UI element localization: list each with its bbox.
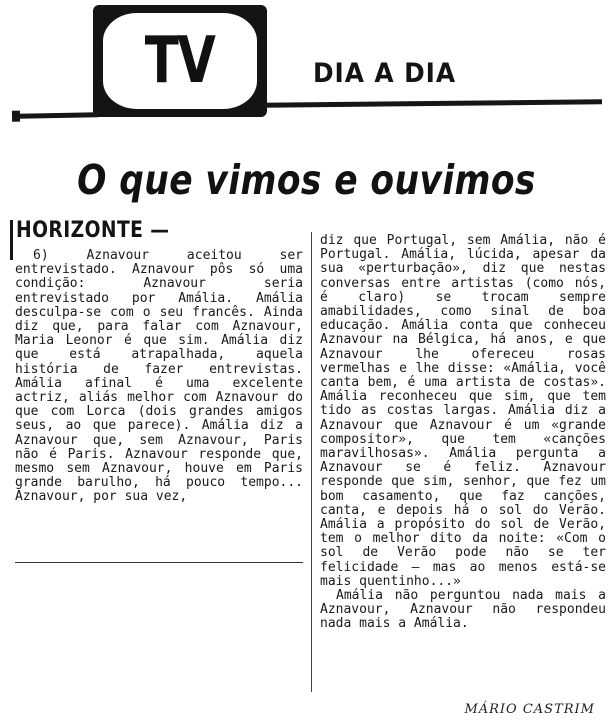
tv-logo-screen (103, 13, 257, 109)
article-paragraph-3: Amália não perguntou nada mais a Aznavour, Aznavour não respondeu nada mais a Amália. (320, 588, 606, 632)
rubric-bar (10, 220, 13, 260)
column-end-rule (15, 562, 303, 563)
article-paragraph-2: diz que Portugal, sem Amália, não é Portugal. Amália, lúcida, apesar da sua «perturbação», diz que nestas conversas entre artistas (como nós, é claro) se trocam sempre amabilidades, como sinal de boa educação. Amália conta que conheceu Aznavour na Bélgica, há anos, e que Aznavour lhe ofereceu rosas vermelhas e lhe disse: «Amália, você canta bem, é uma artista de costas». Amália reconheceu que sim, que tem tido as costas largas. Amália diz a Aznavour que Aznavour é um «grande compositor», que tem «canções maravilhosas». Amália pergunta a Aznavour se é feliz. Aznavour responde que sim, senhor, que fez um bom casamento, que faz canções, canta, e depois há o sol do Verão. Amália a propósito do sol de Verão, tem o melhor dito da noite: «Com o sol de Verão pode não se ter felicidade — mas ao menos está-se mais quentinho...» (320, 233, 606, 589)
header-rule-right (262, 99, 602, 108)
author-byline: MÁRIO CASTRIM (464, 702, 595, 717)
tv-logo-text: TV (145, 24, 215, 98)
article-paragraph-1: 6) Aznavour aceitou ser entrevistado. Aznavour pôs só uma condição: Aznavour seria entrevistado por Amália. Amália desculpa-se com o seu francês. Ainda diz que, para falar com Aznavour, Maria Leonor é que sim. Amália diz que está atrapalhada, aquela história de fazer entrevistas. Amália afinal é uma excelente actriz, aliás melhor com Aznavour do que com Lorca (dois grandes amigos seus, ao que parece). Amália diz a Aznavour que, sem Aznavour, Paris não é Paris. Aznavour responde que, mesmo sem Aznavour, houve em Paris grande barulho, há pouco tempo... Aznavour, por sua vez, (15, 248, 303, 505)
article-right-column (320, 234, 606, 632)
article-headline: O que vimos e ouvimos (77, 156, 536, 204)
rubric-label: HORIZONTE — (16, 218, 170, 243)
header-rule-left (18, 112, 98, 118)
column-divider (311, 232, 312, 692)
section-title: DIA A DIA (313, 58, 456, 89)
article-left-column (15, 249, 303, 505)
tv-logo (93, 5, 267, 117)
